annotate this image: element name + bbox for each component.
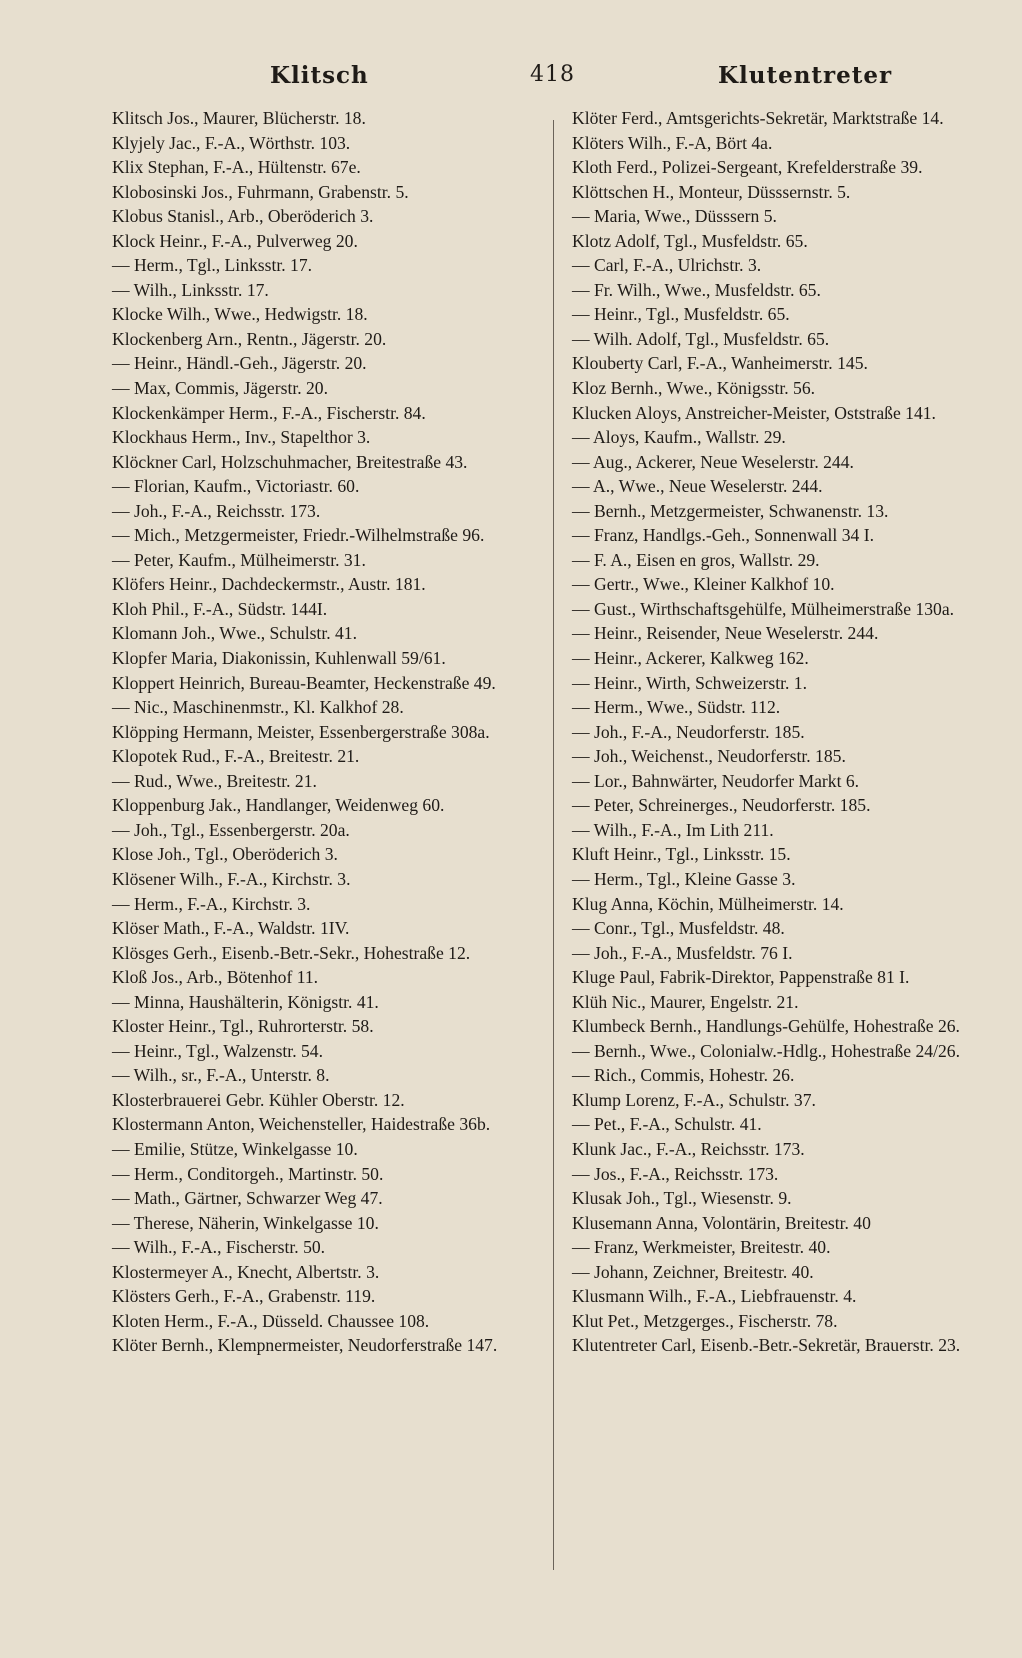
directory-entry: — Emilie, Stütze, Winkelgasse 10. [112,1138,358,1159]
directory-entry: — Mich., Metzgermeister, Friedr.-Wilhelmstraße 96. [112,525,485,546]
directory-entry: Kloten Herm., F.-A., Düsseld. Chaussee 108. [112,1310,430,1331]
directory-entry: — Herm., Tgl., Kleine Gasse 3. [572,868,796,889]
directory-entry: Klut Pet., Metzgerges., Fischerstr. 78. [572,1310,838,1331]
directory-entry: Kluft Heinr., Tgl., Linksstr. 15. [572,844,791,865]
directory-entry: — Wilh. Adolf, Tgl., Musfeldstr. 65. [572,328,830,349]
directory-entry: — Herm., F.-A., Kirchstr. 3. [112,893,311,914]
directory-entry: — Heinr., Reisender, Neue Weselerstr. 244. [572,623,879,644]
directory-entry: — Rud., Wwe., Breitestr. 21. [112,770,317,791]
directory-entry: Kloz Bernh., Wwe., Königsstr. 56. [572,378,816,399]
directory-entry: — Aloys, Kaufm., Wallstr. 29. [572,427,786,448]
directory-entry: — Florian, Kaufm., Victoriastr. 60. [112,476,360,497]
directory-entry: — A., Wwe., Neue Weselerstr. 244. [572,476,823,497]
directory-entry: Klobus Stanisl., Arb., Oberöderich 3. [112,206,374,227]
directory-entry: — Heinr., Tgl., Musfeldstr. 65. [572,304,790,325]
directory-entry: — Franz, Werkmeister, Breitestr. 40. [572,1237,831,1258]
directory-entry: Kloß Jos., Arb., Bötenhof 11. [112,967,319,988]
directory-entry: — Herm., Conditorgeh., Martinstr. 50. [112,1163,384,1184]
directory-entry: Klösges Gerh., Eisenb.-Betr.-Sekr., Hohestraße 12. [112,942,471,963]
page-header [0,62,1022,102]
directory-entry: — Joh., F.-A., Reichsstr. 173. [112,500,321,521]
directory-entry: — Joh., Tgl., Essenbergerstr. 20a. [112,819,350,840]
directory-entry: — Fr. Wilh., Wwe., Musfeldstr. 65. [572,279,821,300]
directory-entry: — Nic., Maschinenmstr., Kl. Kalkhof 28. [112,697,404,718]
directory-entry: Klöter Bernh., Klempnermeister, Neudorferstraße 147. [112,1335,498,1356]
directory-entry: Klotz Adolf, Tgl., Musfeldstr. 65. [572,230,808,251]
directory-entry: Klockhaus Herm., Inv., Stapelthor 3. [112,427,371,448]
directory-entry: Klockenkämper Herm., F.-A., Fischerstr. 84. [112,402,426,423]
page-number: 418 [530,62,575,87]
directory-entry: — Heinr., Händl.-Geh., Jägerstr. 20. [112,353,367,374]
directory-entry: — Herm., Tgl., Linksstr. 17. [112,255,313,276]
directory-entry: Klosterbrauerei Gebr. Kühler Oberstr. 12. [112,1089,405,1110]
directory-entry: Klostermann Anton, Weichensteller, Haidestraße 36b. [112,1114,491,1135]
directory-entry: — Peter, Kaufm., Mülheimerstr. 31. [112,549,366,570]
right-column [572,106,1000,1358]
directory-entry: Kloster Heinr., Tgl., Ruhrorterstr. 58. [112,1016,374,1037]
directory-entry: Klusmann Wilh., F.-A., Liebfrauenstr. 4. [572,1286,857,1307]
directory-entry: — Heinr., Wirth, Schweizerstr. 1. [572,672,807,693]
directory-entry: Klusemann Anna, Volontärin, Breitestr. 40 [572,1212,871,1233]
directory-entry: — Gust., Wirthschaftsgehülfe, Mülheimerstraße 130a. [572,598,955,619]
directory-entry: — F. A., Eisen en gros, Wallstr. 29. [572,549,820,570]
directory-entry: — Peter, Schreinerges., Neudorferstr. 185. [572,795,871,816]
directory-entry: Klöters Wilh., F.-A, Bört 4a. [572,132,773,153]
directory-entry: Klitsch Jos., Maurer, Blücherstr. 18. [112,108,366,128]
directory-entry: Klyjely Jac., F.-A., Wörthstr. 103. [112,132,351,153]
directory-entry: — Herm., Wwe., Südstr. 112. [572,697,781,718]
directory-entry: — Heinr., Ackerer, Kalkweg 162. [572,648,809,669]
directory-entry: — Joh., F.-A., Neudorferstr. 185. [572,721,805,742]
directory-entry: Klug Anna, Köchin, Mülheimerstr. 14. [572,893,844,914]
directory-entry: Klusak Joh., Tgl., Wiesenstr. 9. [572,1188,792,1209]
directory-entry: Kloppert Heinrich, Bureau-Beamter, Heckenstraße 49. [112,672,496,693]
directory-entry: — Conr., Tgl., Musfeldstr. 48. [572,918,785,939]
directory-entry: Klösters Gerh., F.-A., Grabenstr. 119. [112,1286,376,1307]
directory-entry: Klutentreter Carl, Eisenb.-Betr.-Sekretär, Brauerstr. 23. [572,1335,961,1356]
directory-entry: — Wilh., F.-A., Im Lith 211. [572,819,774,840]
directory-entry: Klöpping Hermann, Meister, Essenbergerstraße 308a. [112,721,490,742]
directory-entry: — Aug., Ackerer, Neue Weselerstr. 244. [572,451,854,472]
directory-entry: — Pet., F.-A., Schulstr. 41. [572,1114,762,1135]
header-left-keyword: Klitsch [270,62,369,89]
directory-entry: Klomann Joh., Wwe., Schulstr. 41. [112,623,357,644]
directory-entry: — Bernh., Metzgermeister, Schwanenstr. 13. [572,500,889,521]
directory-entry: — Rich., Commis, Hohestr. 26. [572,1065,795,1086]
directory-entry: — Therese, Näherin, Winkelgasse 10. [112,1212,379,1233]
directory-entry: — Johann, Zeichner, Breitestr. 40. [572,1261,814,1282]
directory-entry: Klouberty Carl, F.-A., Wanheimerstr. 145. [572,353,868,374]
directory-entry: Klöttschen H., Monteur, Düsssernstr. 5. [572,181,851,202]
directory-entry: Klöser Math., F.-A., Waldstr. 1IV. [112,918,350,939]
directory-entry: Kloth Ferd., Polizei-Sergeant, Krefelderstraße 39. [572,157,923,178]
directory-entry: Klöter Ferd., Amtsgerichts-Sekretär, Marktstraße 14. [572,108,944,128]
directory-entry: — Joh., Weichenst., Neudorferstr. 185. [572,746,846,767]
directory-entry: Klocke Wilh., Wwe., Hedwigstr. 18. [112,304,368,325]
left-column [112,106,537,1358]
directory-entry: Klösener Wilh., F.-A., Kirchstr. 3. [112,868,351,889]
directory-entry: Kloppenburg Jak., Handlanger, Weidenweg 60. [112,795,445,816]
directory-entry: Klostermeyer A., Knecht, Albertstr. 3. [112,1261,380,1282]
directory-entry: — Math., Gärtner, Schwarzer Weg 47. [112,1188,383,1209]
directory-entry: Klose Joh., Tgl., Oberöderich 3. [112,844,338,865]
directory-entry: Klumbeck Bernh., Handlungs-Gehülfe, Hohestraße 26. [572,1016,960,1037]
directory-entry: Klix Stephan, F.-A., Hültenstr. 67e. [112,157,361,178]
directory-entry: Kloh Phil., F.-A., Südstr. 144I. [112,598,328,619]
directory-entry: — Minna, Haushälterin, Königstr. 41. [112,991,379,1012]
header-right-keyword: Klutentreter [718,62,893,89]
directory-entry: Klump Lorenz, F.-A., Schulstr. 37. [572,1089,816,1110]
directory-entry: Klüh Nic., Maurer, Engelstr. 21. [572,991,799,1012]
directory-entry: — Franz, Handlgs.-Geh., Sonnenwall 34 I. [572,525,874,546]
directory-entry: — Gertr., Wwe., Kleiner Kalkhof 10. [572,574,835,595]
directory-entry: Klucken Aloys, Anstreicher-Meister, Oststraße 141. [572,402,936,423]
directory-entry: — Wilh., sr., F.-A., Unterstr. 8. [112,1065,330,1086]
directory-entry: — Carl, F.-A., Ulrichstr. 3. [572,255,762,276]
directory-entry: — Max, Commis, Jägerstr. 20. [112,378,329,399]
column-divider [553,120,554,1570]
directory-entry: Klöckner Carl, Holzschuhmacher, Breitestraße 43. [112,451,468,472]
directory-entry: Klock Heinr., F.-A., Pulverweg 20. [112,230,358,251]
directory-entry: Klopfer Maria, Diakonissin, Kuhlenwall 59/61. [112,648,446,669]
directory-entry: — Jos., F.-A., Reichsstr. 173. [572,1163,779,1184]
directory-entry: Klockenberg Arn., Rentn., Jägerstr. 20. [112,328,387,349]
directory-entry: — Joh., F.-A., Musfeldstr. 76 I. [572,942,793,963]
directory-entry: — Lor., Bahnwärter, Neudorfer Markt 6. [572,770,860,791]
directory-entry: — Bernh., Wwe., Colonialw.-Hdlg., Hohestraße 24/26. [572,1040,960,1061]
directory-entry: — Wilh., F.-A., Fischerstr. 50. [112,1237,326,1258]
directory-entry: Klopotek Rud., F.-A., Breitestr. 21. [112,746,360,767]
directory-entry: — Maria, Wwe., Düsssern 5. [572,206,777,227]
directory-entry: — Heinr., Tgl., Walzenstr. 54. [112,1040,323,1061]
directory-entry: Klunk Jac., F.-A., Reichsstr. 173. [572,1138,805,1159]
directory-entry: Kluge Paul, Fabrik-Direktor, Pappenstraße 81 I. [572,967,910,988]
directory-entry: Klöfers Heinr., Dachdeckermstr., Austr. 181. [112,574,426,595]
directory-entry: — Wilh., Linksstr. 17. [112,279,269,300]
directory-entry: Klobosinski Jos., Fuhrmann, Grabenstr. 5. [112,181,409,202]
